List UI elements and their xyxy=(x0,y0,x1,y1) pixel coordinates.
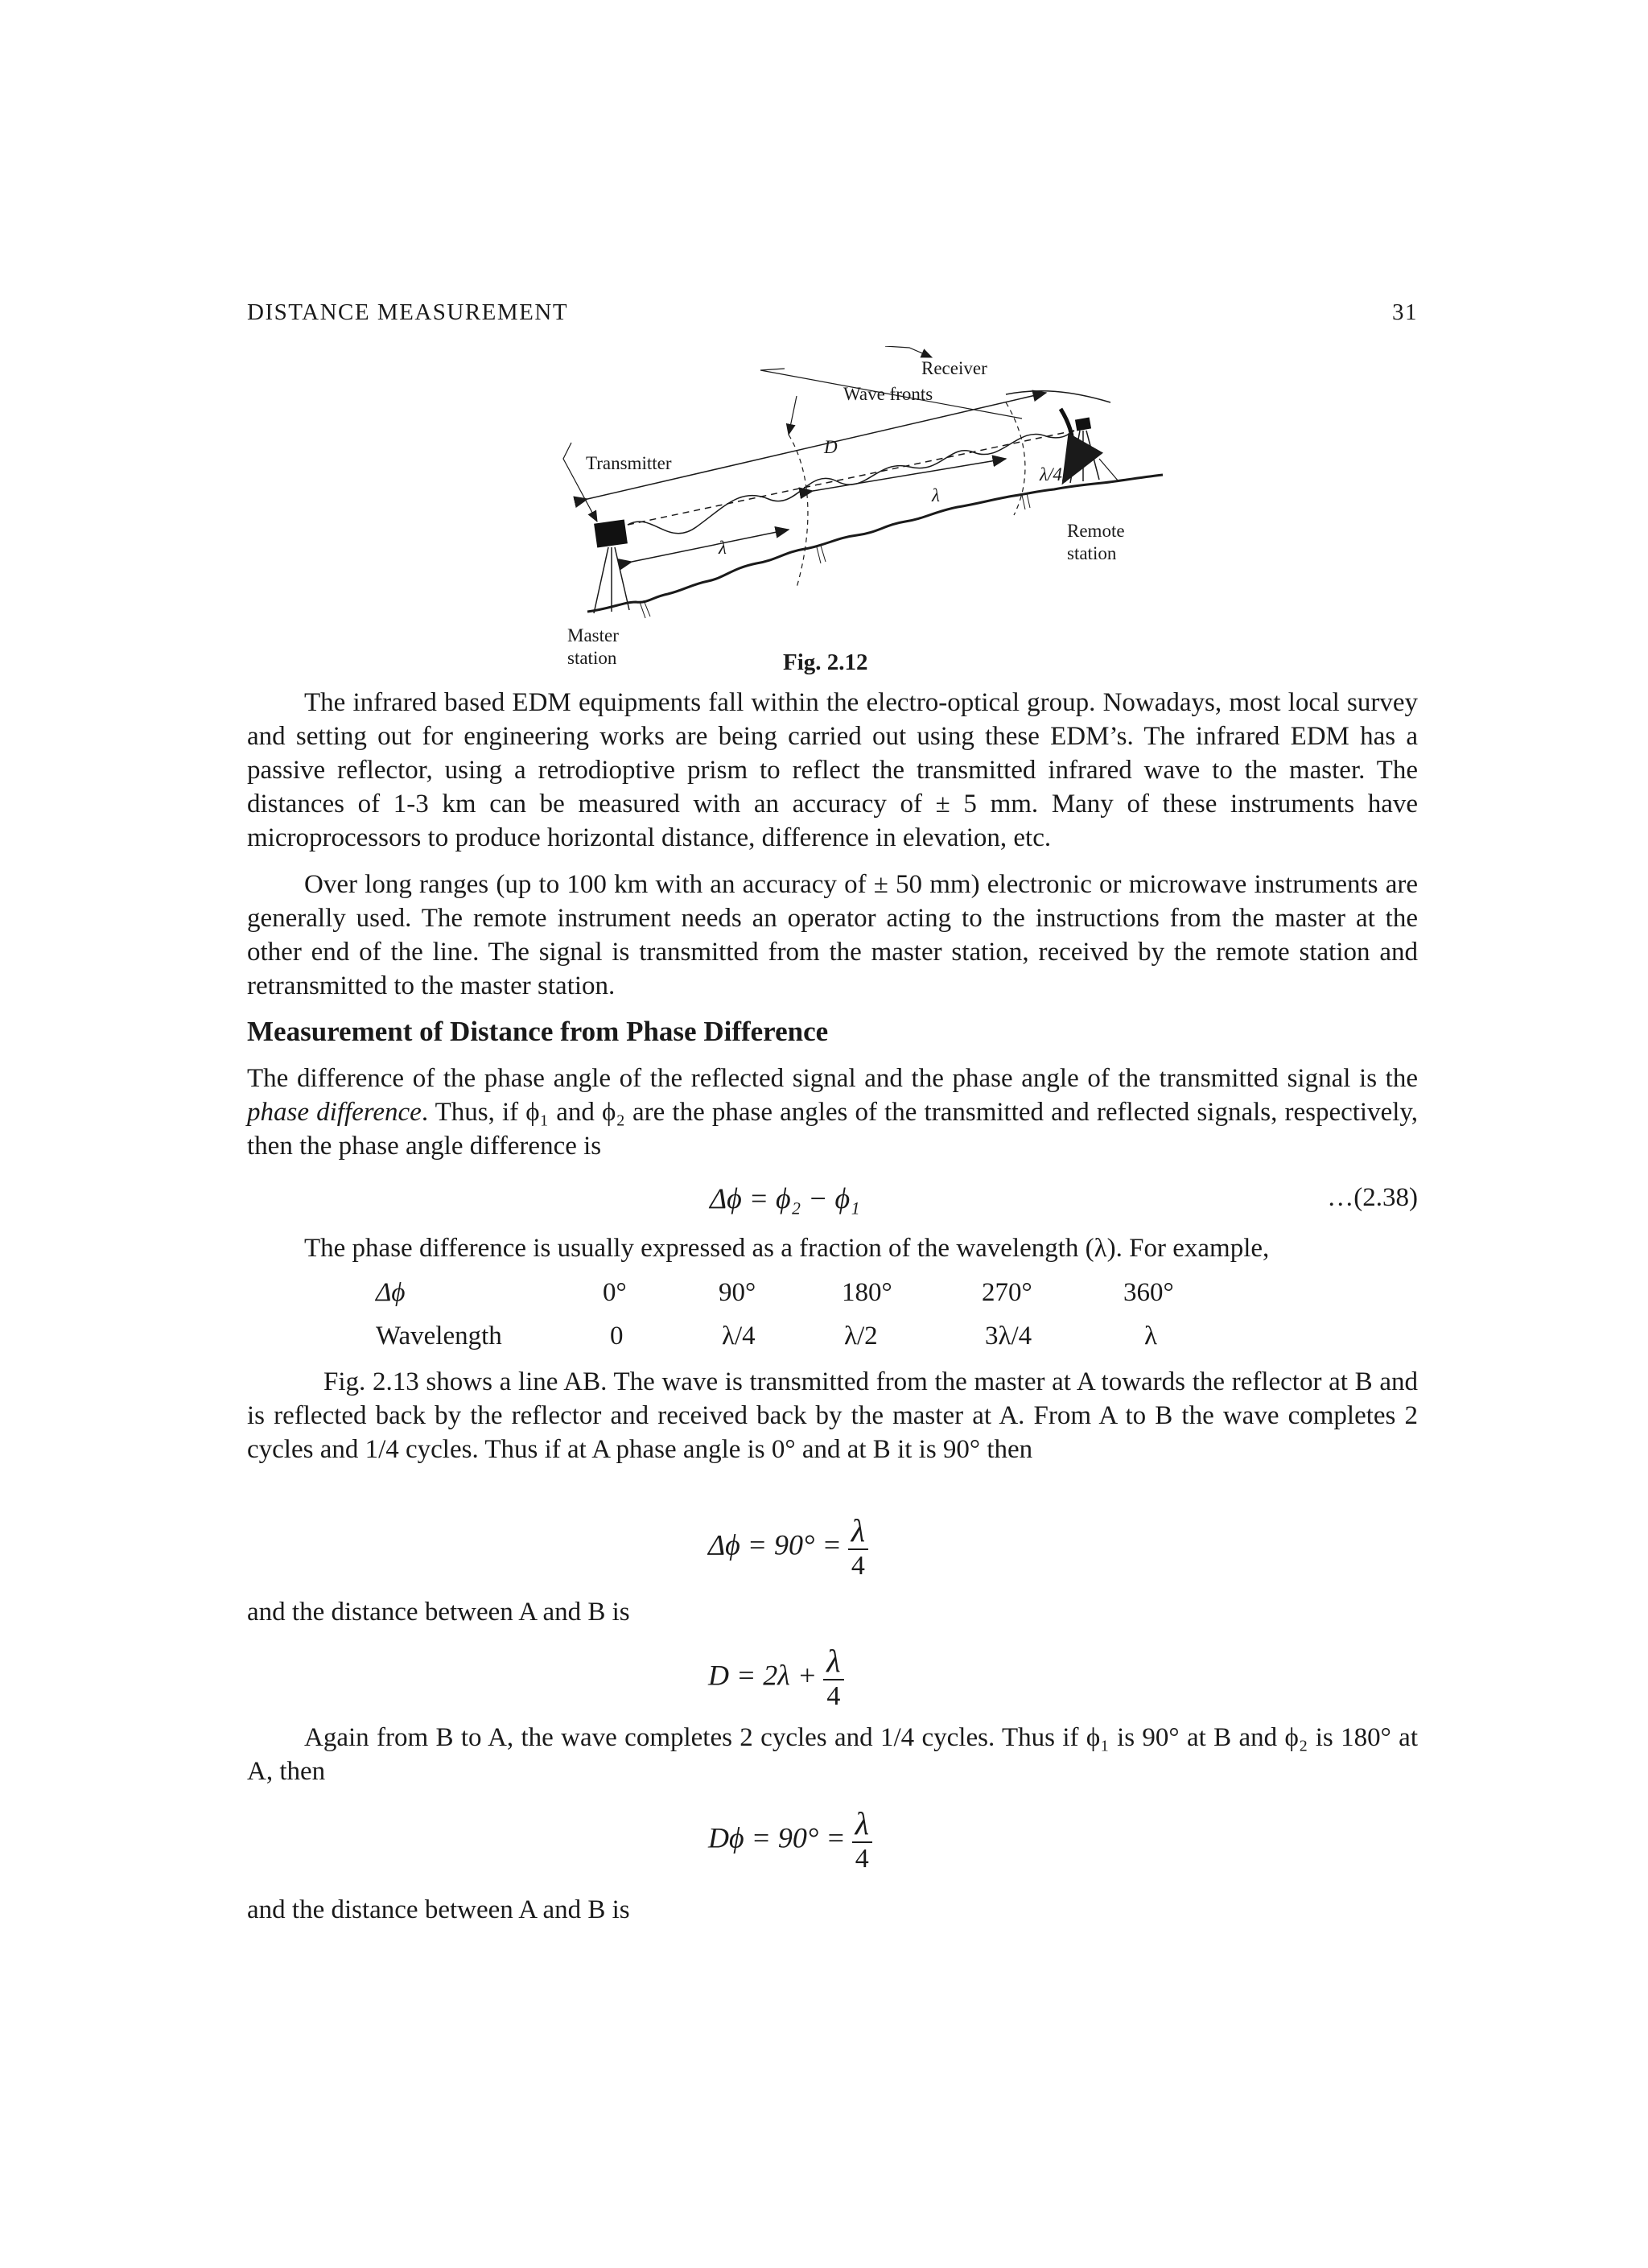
paragraph-microwave: Over long ranges (up to 100 km with an accuracy of ± 50 mm) electronic or microwave instruments are generally used. The remote instrument needs an operator acting to the instructions from the master at the other end of the line. The signal is transmitted from the master station, received by the remote station and retransmitted to the master station. xyxy=(247,870,1418,1000)
eq3-lhs: D = 2λ + xyxy=(708,1659,818,1692)
quarter-wave-arc xyxy=(1061,409,1073,481)
paragraph-phase-difference xyxy=(247,1062,1418,1163)
paragraph-distance-1: and the distance between A and B is xyxy=(247,1598,630,1627)
running-title: DISTANCE MEASUREMENT xyxy=(247,299,569,325)
eq2-lhs: Δϕ = 90° = xyxy=(708,1528,842,1561)
paragraph-infrared-edm: The infrared based EDM equipments fall within the electro-optical group. Nowadays, most local survey and setting out for engineering works are being carried out using these EDM’s. The infrared EDM has a passive reflector, using a retrodioptive prism to reflect the transmitted infrared wave to the master. The distances of 1-3 km can be measured with an accuracy of ± 5 mm. Many of these instruments have microprocessors to produce horizontal distance, difference in elevation, etc. xyxy=(247,688,1418,852)
label-remote-station: Remote station xyxy=(1067,521,1125,563)
section-heading: Measurement of Distance from Phase Difference xyxy=(247,1016,829,1047)
label-master-station: Master station xyxy=(567,625,619,668)
eq4-denominator: 4 xyxy=(852,1841,872,1875)
equation-2-38: Δϕ = ϕ₂ − ϕ₁ xyxy=(710,1182,860,1214)
lambda-arrow-upper xyxy=(813,459,1006,491)
table-cell: λ/4 xyxy=(722,1322,756,1350)
label-lambda-upper: λ xyxy=(932,485,940,505)
phase-text-a: The difference of the phase angle of the reflected signal and the phase angle of the transmitted signal is the xyxy=(247,1064,1418,1093)
page-number: 31 xyxy=(1392,299,1418,325)
eq3-denominator: 4 xyxy=(823,1679,843,1713)
label-receiver: Receiver xyxy=(921,358,987,378)
equation-distance xyxy=(708,1643,844,1713)
phase-text-b: . Thus, if ϕ₁ and ϕ₂ are the phase angles of the transmitted and reflected signals, respectively, then the phase angle difference is xyxy=(247,1098,1418,1161)
table-cell: 180° xyxy=(842,1278,892,1307)
label-wave-fronts: Wave fronts xyxy=(843,384,933,404)
eq2-numerator: λ xyxy=(851,1512,866,1548)
paragraph-fraction: The phase difference is usually expressed as a fraction of the wavelength (λ). For example, xyxy=(304,1234,1270,1263)
eq2-fraction xyxy=(848,1513,868,1582)
reflector-box xyxy=(1075,418,1091,431)
line-of-sight xyxy=(628,431,1074,525)
table-cell: Δϕ xyxy=(376,1278,406,1307)
paragraph-return: Again from B to A, the wave completes 2 cycles and 1/4 cycles. Thus if ϕ₁ is 90° at B and ϕ₂ is 180° at A, then xyxy=(247,1723,1418,1786)
table-cell: λ/2 xyxy=(844,1322,878,1350)
ground-hatches xyxy=(640,493,1030,618)
label-lambda-lower: λ xyxy=(719,538,727,558)
table-cell: 3λ/4 xyxy=(985,1322,1032,1350)
wavefront-pointer xyxy=(789,396,797,435)
table-cell: Wavelength xyxy=(376,1322,502,1350)
table-cell: 360° xyxy=(1123,1278,1174,1307)
eq2-denominator: 4 xyxy=(848,1548,868,1582)
table-cell: 0 xyxy=(610,1322,624,1350)
paragraph-fig-2-13: Fig. 2.13 shows a line AB. The wave is transmitted from the master at A towards the reflector at B and is reflected back by the reflector and received back by the master at A. From A to B the wave completes 2 cycles and 1/4 cycles. Thus if at A phase angle is 0° and at B it is 90° then xyxy=(247,1367,1418,1464)
paragraph-distance-2: and the distance between A and B is xyxy=(247,1895,630,1924)
lambda-arrow-lower xyxy=(632,530,789,562)
carrier-wave xyxy=(628,431,1074,534)
equation-d-phi xyxy=(708,1806,872,1875)
wave-front-2 xyxy=(1006,402,1025,515)
label-lambda-quarter: λ/4 xyxy=(1040,464,1062,485)
table-cell: 270° xyxy=(982,1278,1032,1307)
eq4-fraction xyxy=(852,1806,872,1875)
wave-front-1 xyxy=(789,435,808,588)
phase-term: phase difference xyxy=(247,1098,422,1127)
eq3-numerator: λ xyxy=(826,1643,841,1679)
remote-leader xyxy=(1099,459,1119,481)
label-transmitter: Transmitter xyxy=(586,453,672,473)
eq4-lhs: Dϕ = 90° = xyxy=(708,1821,846,1854)
transmitter-box xyxy=(594,520,628,548)
equation-phase-90 xyxy=(708,1513,868,1582)
d-arrow xyxy=(587,393,1046,499)
terrain-contour xyxy=(1006,391,1110,402)
eq4-numerator: λ xyxy=(855,1805,869,1841)
label-d: D xyxy=(824,437,838,457)
table-cell: 0° xyxy=(603,1278,627,1307)
table-cell: λ xyxy=(1144,1322,1158,1350)
eq3-fraction xyxy=(823,1643,843,1713)
wavefronts-leader xyxy=(885,346,932,357)
equation-number: …(2.38) xyxy=(1327,1183,1418,1212)
table-cell: 90° xyxy=(719,1278,756,1307)
figure-caption: Fig. 2.12 xyxy=(783,649,868,675)
remote-tripod xyxy=(1070,431,1099,483)
